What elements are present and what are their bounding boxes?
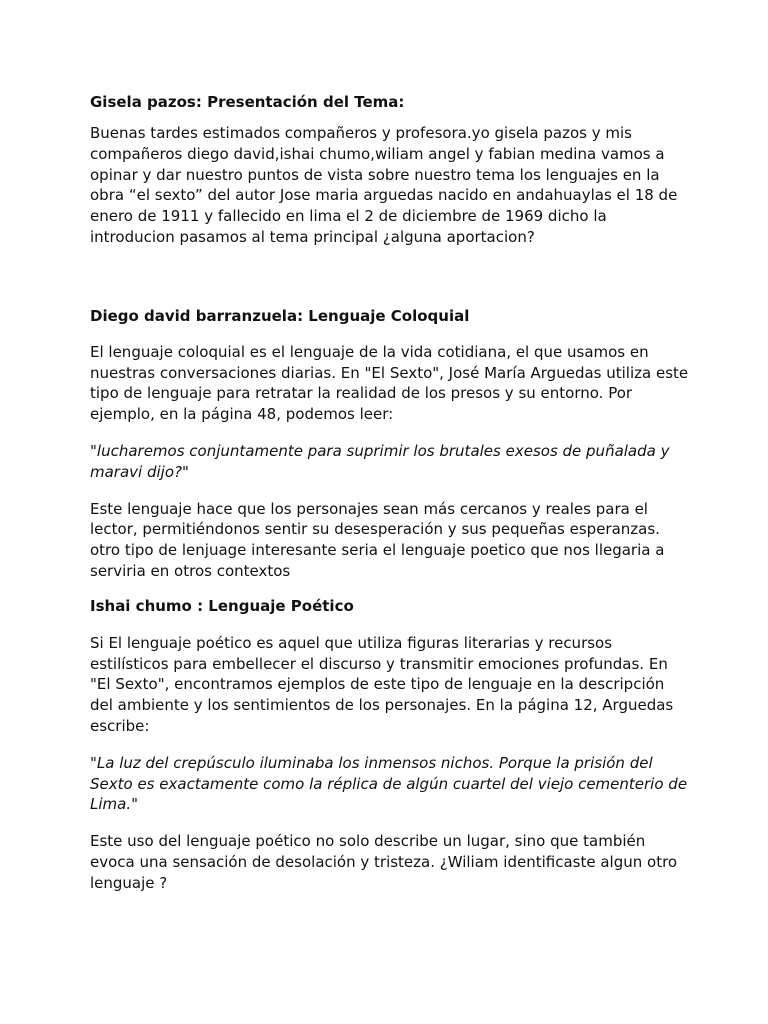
quote-coloquial bbox=[90, 441, 690, 483]
section-heading-lenguaje-poetico: Ishai chumo : Lenguaje Poético bbox=[90, 596, 354, 615]
quote-poetico bbox=[90, 753, 690, 815]
quote-close-mark: " bbox=[181, 462, 189, 481]
quote-open-mark: " bbox=[90, 441, 97, 460]
section-heading-presentacion: Gisela pazos: Presentación del Tema: bbox=[90, 93, 405, 111]
quote-poetico-text: La luz del crepúsculo iluminaba los inmensos nichos. Porque la prisión del Sexto es exactamente como la réplica de algún cuartel del viejo cementerio de Lima. bbox=[90, 753, 688, 814]
document-page bbox=[90, 92, 690, 894]
paragraph-introduccion: Buenas tardes estimados compañeros y profesora.yo gisela pazos y mis compañeros diego david,ishai chumo,wiliam angel y fabian medina vamos a opinar y dar nuestro puntos de vista sobre nuestro tema los lenguajes en la obra “el sexto” del autor Jose maria arguedas nacido en andahuaylas el 18 de enero de 1911 y fallecido en lima el 2 de diciembre de 1969 dicho la introducion pasamos al tema principal ¿alguna aportacion? bbox=[90, 124, 678, 246]
paragraph-coloquial-conclusion: Este lenguaje hace que los personajes sean más cercanos y reales para el lector, permitiéndonos sentir su desesperación y sus pequeñas esperanzas. otro tipo de lenjuage interesante seria el lenguaje poetico que nos llegaria a serviria en otros contextos bbox=[90, 499, 665, 580]
paragraph-poetico-conclusion: Este uso del lenguaje poético no solo describe un lugar, sino que también evoca una sensación de desolación y tristeza. ¿Wiliam identificaste algun otro lenguaje ? bbox=[90, 832, 678, 892]
paragraph-poetico-intro: Si El lenguaje poético es aquel que utiliza figuras literarias y recursos estilísticos para embellecer el discurso y transmitir emociones profundas. En "El Sexto", encontramos ejemplos de este tipo de lenguaje en la descripción del ambiente y los sentimientos de los personajes. En la página 12, Arguedas escribe: bbox=[90, 633, 674, 735]
quote-open-mark: " bbox=[90, 753, 97, 772]
section-heading-lenguaje-coloquial: Diego david barranzuela: Lenguaje Coloquial bbox=[90, 306, 470, 325]
quote-coloquial-text: lucharemos conjuntamente para suprimir los brutales exesos de puñalada y maravi dijo? bbox=[90, 441, 670, 481]
paragraph-coloquial-intro: El lenguaje coloquial es el lenguaje de la vida cotidiana, el que usamos en nuestras conversaciones diarias. En "El Sexto", José María Arguedas utiliza este tipo de lenguaje para retratar la realidad de los presos y su entorno. Por ejemplo, en la página 48, podemos leer: bbox=[90, 342, 689, 424]
quote-close-mark: " bbox=[131, 795, 139, 814]
